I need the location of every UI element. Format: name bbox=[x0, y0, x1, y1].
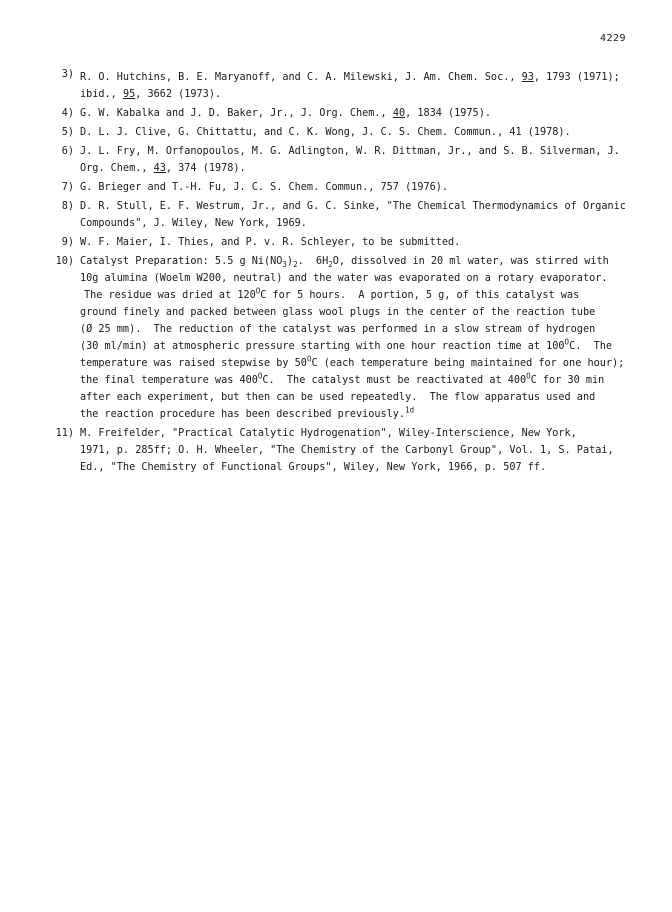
reference-text: M. Freifelder, "Practical Catalytic Hydrogenation", Wiley-Interscience, New York, bbox=[80, 428, 577, 439]
reference-text: ibid., bbox=[80, 89, 123, 100]
reference-text: G. W. Kabalka and J. D. Baker, Jr., J. Org. Chem., bbox=[80, 108, 393, 119]
reference-line bbox=[80, 69, 640, 86]
reference-text: , 1793 (1971); bbox=[533, 72, 620, 83]
reference-item bbox=[40, 198, 640, 232]
subscript: 2 bbox=[293, 260, 298, 270]
reference-text: Ed., "The Chemistry of Functional Groups", Wiley, New York, 1966, p. 507 ff. bbox=[80, 462, 547, 473]
reference-text: R. O. Hutchins, B. E. Maryanoff, and C. A. Milewski, J. Am. Chem. Soc., bbox=[80, 72, 522, 83]
volume-number: 93 bbox=[521, 72, 534, 83]
reference-line bbox=[80, 459, 640, 476]
reference-text: C (each temperature being maintained for one hour); bbox=[311, 358, 625, 369]
reference-line bbox=[80, 321, 640, 338]
reference-text: The residue was dried at 120 bbox=[84, 290, 256, 301]
reference-item bbox=[40, 143, 640, 177]
reference-line bbox=[80, 304, 640, 321]
volume-number: 43 bbox=[153, 163, 166, 174]
volume-number: 40 bbox=[392, 108, 406, 119]
reference-text: temperature was raised stepwise by 50 bbox=[80, 358, 307, 369]
reference-text: , 374 (1978). bbox=[165, 163, 246, 174]
reference-line bbox=[80, 253, 640, 270]
reference-text: C. The bbox=[569, 341, 612, 352]
reference-text: ground finely and packed between glass wool plugs in the center of the reaction tube bbox=[80, 307, 596, 318]
reference-item bbox=[40, 69, 640, 103]
superscript: O bbox=[255, 286, 261, 296]
reference-text: 10g alumina (Woelm W200, neutral) and the water was evaporated on a rotary evaporator. bbox=[80, 273, 608, 284]
reference-text: , 1834 (1975). bbox=[405, 108, 491, 119]
reference-line bbox=[80, 372, 640, 389]
reference-text: (30 ml/min) at atmospheric pressure starting with one hour reaction time at 100 bbox=[80, 341, 565, 352]
superscript: O bbox=[564, 337, 570, 347]
reference-line bbox=[80, 179, 640, 196]
reference-number: 10) bbox=[55, 256, 74, 267]
reference-line bbox=[80, 124, 640, 141]
reference-text: , 3662 (1973). bbox=[135, 89, 222, 100]
reference-line bbox=[80, 143, 640, 160]
reference-text: after each experiment, but then can be used repeatedly. The flow apparatus used and bbox=[80, 392, 596, 403]
page-number: 4229 bbox=[600, 33, 627, 44]
reference-number: 9) bbox=[61, 237, 74, 248]
reference-line bbox=[80, 234, 640, 251]
reference-text: W. F. Maier, I. Thies, and P. v. R. Schleyer, to be submitted. bbox=[80, 237, 461, 248]
reference-number: 6) bbox=[61, 146, 74, 157]
reference-item bbox=[40, 124, 640, 141]
reference-text: Catalyst Preparation: 5.5 g Ni(NO bbox=[80, 256, 283, 267]
reference-item bbox=[40, 234, 640, 251]
reference-line bbox=[80, 389, 640, 406]
reference-text: D. L. J. Clive, G. Chittattu, and C. K. Wong, J. C. S. Chem. Commun., 41 (1978). bbox=[80, 127, 571, 138]
superscript: O bbox=[257, 371, 263, 381]
reference-number: 7) bbox=[61, 182, 74, 193]
reference-text: Compounds", J. Wiley, New York, 1969. bbox=[80, 218, 307, 229]
superscript: O bbox=[526, 371, 531, 381]
reference-item bbox=[40, 425, 640, 476]
reference-number: 3) bbox=[61, 69, 74, 80]
reference-text: 1971, p. 285ff; O. H. Wheeler, "The Chemistry of the Carbonyl Group", Vol. 1, S. Patai, bbox=[80, 445, 614, 456]
reference-text: J. L. Fry, M. Orfanopoulos, M. G. Adlington, W. R. Dittman, Jr., and S. B. Silverman, J. bbox=[80, 146, 620, 157]
reference-text: ) bbox=[286, 256, 294, 267]
reference-text: G. Brieger and T.-H. Fu, J. C. S. Chem. Commun., 757 (1976). bbox=[80, 182, 449, 193]
reference-line bbox=[80, 215, 640, 232]
subscript: 3 bbox=[282, 260, 287, 270]
reference-text: C. The catalyst must be reactivated at 400 bbox=[262, 375, 527, 386]
reference-text: . 6H bbox=[297, 256, 329, 267]
reference-text: the final temperature was 400 bbox=[80, 375, 258, 386]
reference-item bbox=[40, 179, 640, 196]
reference-text: C for 5 hours. A portion, 5 g, of this catalyst was bbox=[260, 290, 580, 301]
reference-line bbox=[80, 86, 640, 103]
reference-number: 8) bbox=[61, 201, 74, 212]
superscript: 1d bbox=[405, 405, 415, 415]
reference-line bbox=[80, 105, 640, 122]
reference-item bbox=[40, 253, 640, 423]
reference-text: C for 30 min bbox=[530, 375, 605, 386]
reference-number: 11) bbox=[55, 428, 74, 439]
reference-text: (Ø 25 mm). The reduction of the catalyst was performed in a slow stream of hydrogen bbox=[80, 324, 596, 335]
volume-number: 95 bbox=[122, 89, 136, 100]
reference-text: Org. Chem., bbox=[80, 163, 154, 174]
reference-line bbox=[80, 198, 640, 215]
reference-text: the reaction procedure has been described previously. bbox=[80, 409, 406, 420]
reference-line bbox=[80, 355, 640, 372]
reference-text: O, dissolved in 20 ml water, was stirred with bbox=[332, 256, 609, 267]
superscript: O bbox=[306, 354, 312, 364]
reference-line bbox=[80, 442, 640, 459]
reference-list bbox=[40, 69, 640, 478]
reference-item bbox=[40, 105, 640, 122]
reference-number: 5) bbox=[61, 127, 74, 138]
reference-line bbox=[80, 338, 640, 355]
reference-line bbox=[80, 287, 640, 304]
reference-line bbox=[80, 406, 640, 423]
reference-line bbox=[80, 425, 640, 442]
reference-text: D. R. Stull, E. F. Westrum, Jr., and G. C. Sinke, "The Chemical Thermodynamics of Organic bbox=[80, 201, 626, 212]
subscript: 2 bbox=[328, 260, 333, 270]
reference-line bbox=[80, 160, 640, 177]
reference-number: 4) bbox=[61, 108, 74, 119]
reference-line bbox=[80, 270, 640, 287]
